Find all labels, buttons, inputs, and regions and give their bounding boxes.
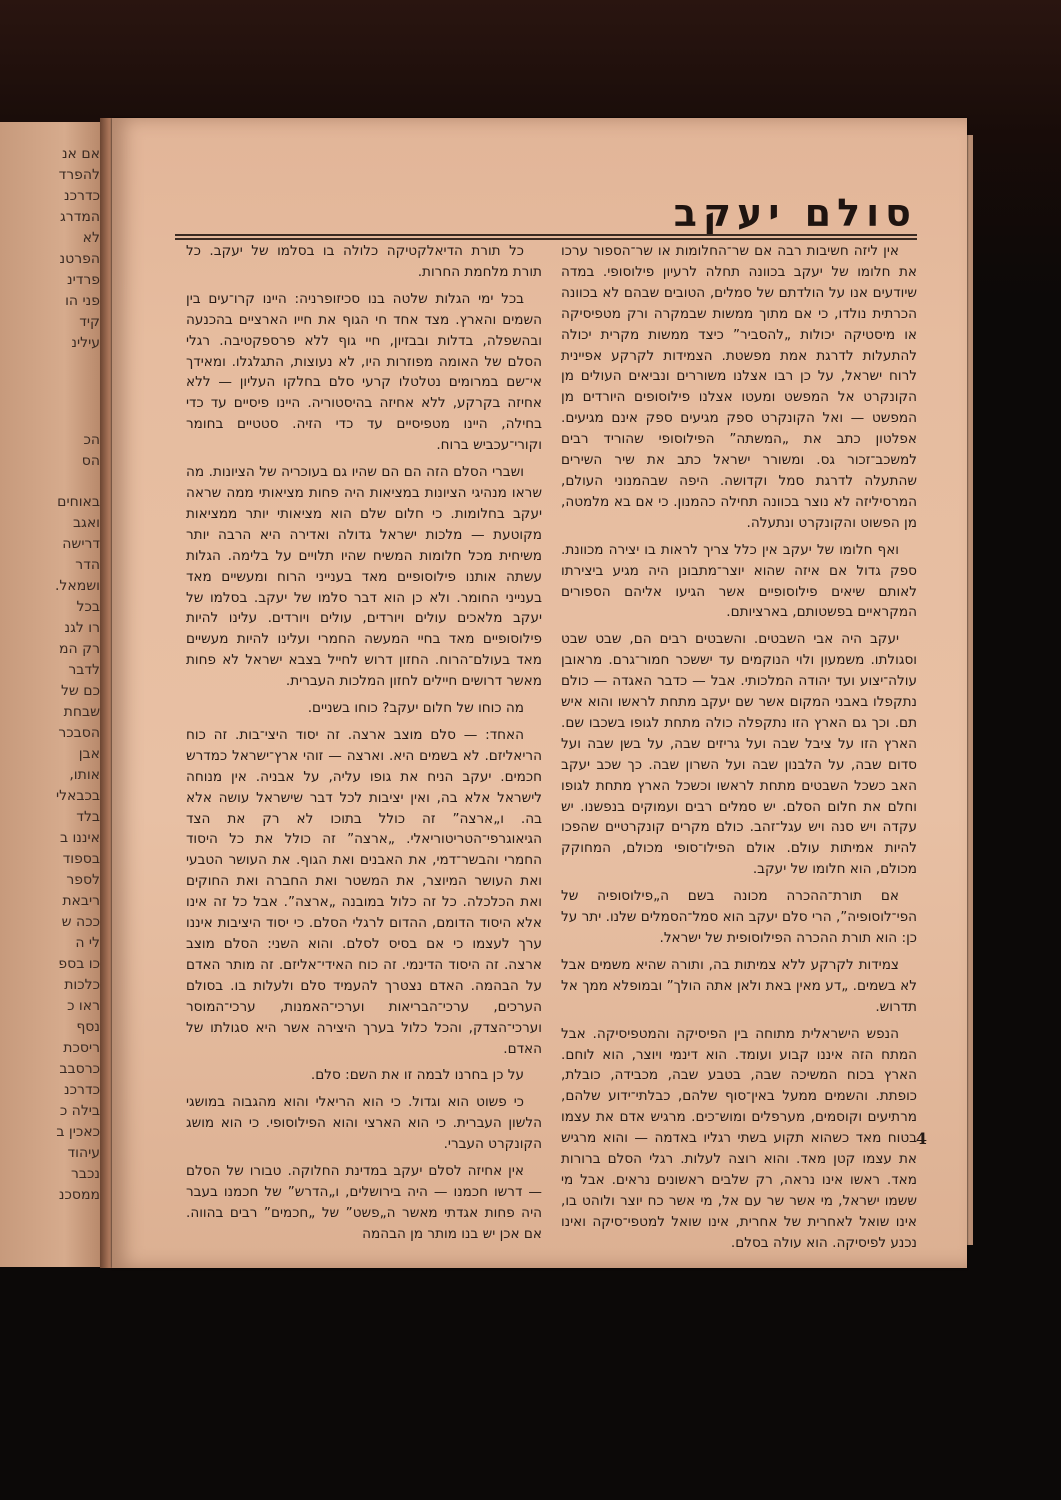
paragraph: צמידות לקרקע ללא צמיתות בה, ותורה שהיא משמים אבל לא בשמים. „דע מאין באת ולאן אתה הולך” ובמופלא ממך אל תדרוש. <box>561 956 917 1015</box>
facing-line: עיהוד <box>67 1145 100 1161</box>
paragraph: ואף חלומו של יעקב אין כלל צריך לראות בו יצירה מכוונת. ספק גדול אם איזה שהוא יוצר־מתבונן היה מגיע ביצירתו לאותם שיאים פילוסופיים אשר הגיעו אליהם הספורים המקראיים בפשטותם, בארציותם. <box>561 541 917 621</box>
facing-line: כדרכנ <box>64 188 100 204</box>
facing-line: דרישה <box>62 536 100 552</box>
facing-line: כרסבב <box>59 1061 100 1077</box>
facing-line: ככה ש <box>61 914 100 930</box>
facing-line: עילינ <box>71 335 100 351</box>
paragraph: על כן בחרנו לבמה זו את השם: סלם. <box>310 1067 524 1084</box>
facing-line: הדר <box>75 557 100 573</box>
paragraph: ושברי הסלם הזה הם הם שהיו גם בעוכריה של הציונות. מה שראו מנהיגי הציונות במציאות היה פחות מציאותי ממה שראה יעקב בחלומות. כי חלום שלם הוא מציאותי יותר ממציאות מקוטעת — מלכות ישראל גדולה ואדירה היא הרבה יותר משיחית מכל חלומות המשיח שהיו תלויים על בלימה. הגלות עשתה אותנו פילוסופיים מאד בענייני הרוח ומעשיים מאד בענייני החומר. ולא כן הוא דבר סלמו של יעקב. בסלמו של יעקב מלאכים עולים ויורדים, עולים ויורדים. עלינו להיות פילוסופיים מאד בחיי המעשה החמרי ועלינו להיות מעשיים מאד בעולם־הרוח. החזון דרוש לחייל בצבא ישראל לא פחות מאשר דרושים חיילים לחזון המלכות העברית. <box>186 464 542 690</box>
facing-line: קיד <box>79 314 100 330</box>
facing-line: הפרטנ <box>59 251 100 267</box>
facing-line: כם של <box>60 683 100 699</box>
facing-line: הכ <box>83 432 100 448</box>
facing-line: בכל <box>76 599 100 615</box>
facing-line: אותו, <box>69 767 100 783</box>
facing-line: לי ה <box>75 935 100 951</box>
facing-line: כו בספ <box>58 956 100 972</box>
facing-line: ריבאת <box>62 893 100 909</box>
paragraph: מה כוחו של חלום יעקב? כוחו בשניים. <box>307 700 524 717</box>
article-page <box>112 118 967 1268</box>
facing-line: הסבכר <box>58 725 100 741</box>
facing-line: להפרד <box>58 167 100 183</box>
facing-line: בספוד <box>62 851 100 867</box>
facing-page <box>0 122 108 1267</box>
article-title: סולם יעקב <box>673 191 917 235</box>
facing-line: לא <box>82 230 100 246</box>
facing-line: הס <box>81 453 100 469</box>
paragraph: אין ליזה חשיבות רבה אם שר־החלומות או שר־הספור ערכו את חלומו של יעקב בכוונה תחלה לרעיון פילוסופי. במדה שיודעים אנו על הולדתם של סמלים, הטובים שבהם לא בכוונה הכרתית נולדו, כי אם מתוך ממשות שבמקרה ורק מטפיסיקה או מיסטיקה יכולות „להסביר” כיצד ממשות מקרית יכולה להתעלות לדרגת אמת מפשטת. הצמידות לקרקע אפיינית לרוח ישראל, על כן רבו אצלנו משוררים ונביאים העולים מן הקונקרט אל המפשט ומעטו אצלנו פילוסופים היורדים מן המפשט — ואל הקונקרט ספק מגיעים ספק אינם מגיעים. אפלטון כתב את „המשתה” הפילוסופי שהוריד רבים למשכב־זכור גס. ומשורר ישראל כתב את שיר השירים שהתעלה לדרגת סמל וקדושה. היפה שבהמנוני העולם, המרסיליזה לא נוצר בכוונה תחילה כהמנון. כי אם בא מלמטה, מן הפשוט והקונקרט ונתעלה. <box>561 243 917 531</box>
facing-line: בכבאלי <box>55 788 100 804</box>
facing-line: באוחים <box>57 494 100 510</box>
facing-line: כאכין ב <box>56 1124 100 1140</box>
facing-line: לספר <box>66 872 100 888</box>
paragraph: כל תורת הדיאלקטיקה כלולה בו בסלמו של יעקב. כל תורת מלחמת החרות. <box>186 243 542 280</box>
facing-line: פרדינ <box>66 272 100 288</box>
facing-line: ושמאל. <box>54 578 100 594</box>
facing-line: לדבר <box>68 662 100 678</box>
paragraph: אם תורת־ההכרה מכונה בשם ה„פילוסופיה של הפי־לוסופיה”, הרי סלם יעקב הוא סמל־הסמלים שלנו. יתר על כן: הוא תורת ההכרה הפילוסופית של ישראל. <box>561 888 917 946</box>
facing-line: אם אנ <box>61 146 100 162</box>
facing-line: ריסכת <box>63 1040 100 1056</box>
facing-line: נסף <box>76 1019 100 1035</box>
facing-line: בילה כ <box>59 1103 100 1119</box>
facing-line: ממסכנ <box>58 1187 100 1203</box>
page-number: 4 <box>915 1129 927 1148</box>
facing-line: כלכות <box>64 977 100 993</box>
facing-line: בלד <box>76 809 100 825</box>
paragraph: יעקב היה אבי השבטים. והשבטים רבים הם, שבט שבט וסגולתו. משמעון ולוי הנוקמים עד יששכר חמור־גרם. מראובן עולה־יצוע ועד יהודה המלכותי. אבל — כדבר האגדה — כולם נתקפלו באבני המקום אשר שם יעקב מתחת לראשו והוא איש תם. וכך גם הארץ הזו נתקפלה כולה מתחת לגופו בשכבו שם. הארץ הזו על ציבל שבה ועל גריזים שבה, על בשן שבה ועל סדום שבה, על הלבנון שבה ועל השרון שבה. כך שכב יעקב האב כשכל השבטים מתחת לראשו וכשכל הארץ מתחת לגופו וחלם את חלום הסלם. יש סמלים רבים ועמוקים בנפשנו. יש עקדה ויש סנה ויש עגל־זהב. כולם מקרים קונקרטיים שהפכו להיות אמיתות עולם. אולם הפילו־סופי מכולם, המחוקק מכולם, הוא חלומו של יעקב. <box>561 631 917 878</box>
paragraph: הנפש הישראלית מתוחה בין הפיסיקה והמטפיסיקה. אבל המתח הזה איננו קבוע ועומד. הוא דינמי ויוצר, הוא לוחם. הארץ בכוח המשיכה שבה, בטבע שבה, מכבידה, כובלת, כופתת. והשמים ממעל באין־סוף שלהם, כבלתי־ידוע שלהם, מרתיעים וקוסמים, מערפלים ומוש־כים. מרגיש אדם את עצמו בטוח מאד כשהוא תקוע בשתי רגליו באדמה — והוא מרגיש את עצמו קטן מאד. והוא רוצה לעלות. רגלי הסלם ברורות מאד. ראשו אינו נראה, רק שלבים ראשונים נראים. אבל מי ששמו ישראל, מי אשר שר עם אל, מי אשר כח יוצר ולוהט בו, אינו שואל לאחרית של אחרית, אינו שואל למטפי־סיקה ואינו נכנע לפיסיקה. הוא עולה בסלם. <box>561 1025 917 1251</box>
article-column-left <box>186 241 542 1251</box>
facing-line: ראו כ <box>67 998 100 1014</box>
facing-line: ואגב <box>72 515 100 531</box>
article-column-right <box>561 241 917 1260</box>
title-rule-top <box>175 234 917 236</box>
paragraph: בכל ימי הגלות שלטה בנו סכיזופרניה: היינו קרו־עים בין השמים והארץ. מצד אחד חי הגוף את חייו הארציים בהכנעה ובהשפלה, בדלות ובבזיון, חיי גוף ללא פרספקטיבה. רגלי הסלם של האומה מפוזרות היו, לא נעוצות, התגלגלו. ומאידך אי־שם במרומים נטלטלו קרעי סלם בחלקו העליון — ללא אחיזה בקרקע, ללא אחיזה בהיסטוריה. היינו פיסיים עד כדי בחילה, היינו מטפיסיים עד כדי הזיה. סטטיים בחומר וקורי־עכביש ברוח. <box>186 290 542 454</box>
paragraph: אין אחיזה לסלם יעקב במדינת החלוקה. טבורו של הסלם — דרשו חכמנו — היה בירושלים, ו„הדרש” של חכמנו בעבר היה פחות אגדתי מאשר ה„פשט” של „חכמים” רבים בהווה. אם אכן יש בנו מותר מן הבהמה <box>186 1163 542 1242</box>
facing-line: שבחת <box>63 704 100 720</box>
facing-line: כדרכנ <box>64 1082 100 1098</box>
paragraph: כי פשוט הוא וגדול. כי הוא הריאלי והוא מהגבוה במושגי הלשון העברית. כי הוא הארצי והוא הפילוסופי. כי הוא מושג הקונקרט העברי. <box>186 1094 542 1153</box>
paragraph: האחד: — סלם מוצב ארצה. זה יסוד היצי־בות. זה כוח הריאליזם. לא בשמים היא. וארצה — זוהי ארץ־ישראל כמדרש חכמים. יעקב הניח את גופו עליה, על אבניה. אין מנוחה לישראל אלא בה, ואין יציבות לכל דבר שישראל עושה אלא בה. ו„ארצה” זה כולל בתוכו לא רק את הצד הגיאוגרפי־הטריטוריאלי. „ארצה” זה כולל את כל היסוד החמרי והבשר־דמי, את האבנים ואת הגוף. את העושר הטבעי ואת העושר המיוצר, את המשטר ואת החברה ואת החוקים ואת הכלכלה. כל זה כלול במובנה „ארצה”. אבל כל זה אינו אלא היסוד הדומם, ההדום לרגלי הסלם. כי יסוד היציבות איננו ערך לעצמו כי אם בסיס לסלם. והוא השני: הסלם מוצב ארצה. זה היסוד הדינמי. זה כוח האידי־אליזם. זה מותר האדם על הבהמה. האדם נצטרך להעמיד סלם ולעלות בו. בסולם הערכים, ערכי־הבריאות וערכי־האמנות, ערכי־המוסר וערכי־הצדק, והכל כלול בערך היצירה אשר היא סגולתו של האדם. <box>186 726 542 1057</box>
facing-line: רק המ <box>59 641 100 657</box>
facing-line: נכבר <box>70 1166 100 1182</box>
facing-line: אבן <box>78 746 100 762</box>
title-rule-bottom <box>175 238 917 240</box>
facing-line: רו לגנ <box>64 620 100 636</box>
facing-line: פני הו <box>65 293 100 309</box>
facing-line: המדרג <box>60 209 100 225</box>
facing-line: איננו ב <box>59 830 100 846</box>
